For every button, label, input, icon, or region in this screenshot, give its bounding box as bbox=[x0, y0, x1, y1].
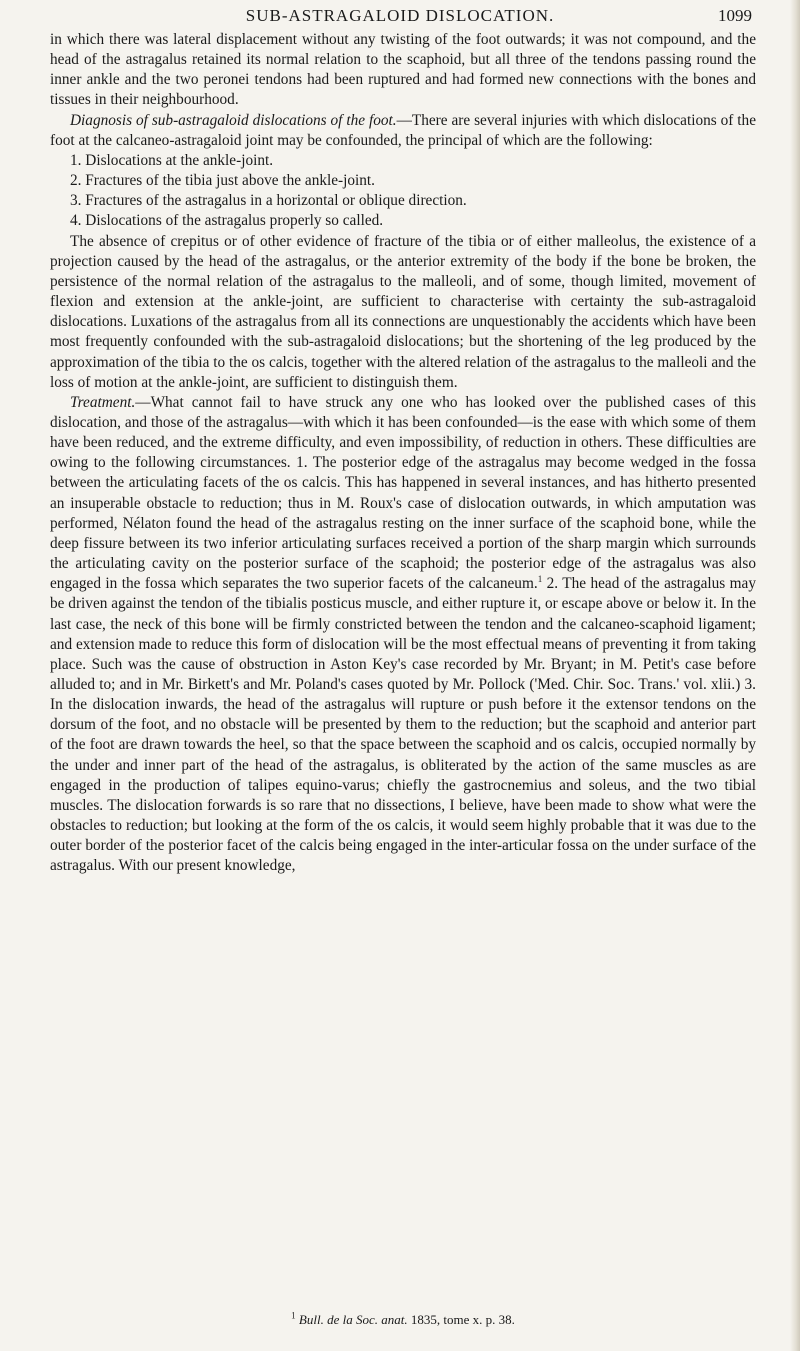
running-head-title: SUB-ASTRAGALOID DISLOCATION. bbox=[245, 6, 555, 25]
page-scan-edge bbox=[790, 0, 800, 1351]
list-item: 2. Fractures of the tibia just above the ankle-joint. bbox=[70, 172, 376, 190]
paragraph-treatment-text-a: —What cannot fail to have struck any one who has looked over the published cases of this dislocation, and those of the astragalus—with which it has been confounded—is the ease with which some of them have been reduced, and the extreme difficulty, and even impossibility, of reduction in others. These difficulties are owing to the following circumstances. 1. The posterior edge of the astragalus may become wedged in the fossa between the articulating facets of the os calcis. This has happened in several instances, and has hitherto presented an insuperable obstacle to reduction; thus in M. Roux's case of dislocation outwards, in which amputation was performed, Nélaton found the head of the astragalus resting on the inner surface of the scaphoid bone, while the deep fissure between its two inferior articulating surfaces received a portion of the sharp margin which surrounds the articulating cavity on the posterior surface of the scaphoid; the posterior edge of the astragalus was also engaged in the fossa which separates the two superior facets of the calcaneum. bbox=[50, 393, 756, 593]
list-item: 4. Dislocations of the astragalus properly so called. bbox=[70, 212, 384, 230]
list-item: 1. Dislocations at the ankle-joint. bbox=[70, 151, 274, 169]
paragraph-diagnosis-text: —There are several injuries with which dislocations of the foot at the calcaneo-astragaloid joint may be confounded, the principal of which are the following: bbox=[50, 111, 756, 149]
footnote-marker: 1 bbox=[291, 1310, 296, 1321]
footnote-source: Bull. de la Soc. anat. bbox=[298, 1312, 408, 1327]
section-heading-diagnosis: Diagnosis of sub-astragaloid dislocations of the foot. bbox=[70, 111, 397, 129]
paragraph-treatment-text-b: 2. The head of the astragalus may be driven against the tendon of the tibialis posticus muscle, and either rupture it, or escape above or below it. In the last case, the neck of this bone will be firmly constricted between the tendon and the calcaneo-scaphoid ligament; and extension made to reduce this form of dislocation will be the most effectual means of preventing it from taking place. Such was the cause of obstruction in Aston Key's case recorded by Mr. Bryant; in M. Petit's case before alluded to; and in Mr. Birkett's and Mr. Poland's cases quoted by Mr. Pollock ('Med. Chir. Soc. Trans.' vol. xlii.) 3. In the dislocation inwards, the head of the astragalus will rupture or push before it the extensor tendons on the dorsum of the foot, and no obstacle will be presented by them to the reduction; but the scaphoid and anterior part of the foot are drawn towards the heel, so that the space between the scaphoid and os calcis, occupied normally by the under and inner part of the head of the astragalus, is obliterated by the action of the same muscles as are engaged in the production of talipes equino-varus; chiefly the gastrocnemius and soleus, and the two tibial muscles. The dislocation forwards is so rare that no dissections, I believe, have been made to show what were the obstacles to reduction; but looking at the form of the os calcis, it would seem highly probable that it was due to the outer border of the posterior facet of the calcis being engaged in the inter-articular fossa on the under surface of the astragalus. With our present knowledge, bbox=[50, 575, 756, 875]
list-item: 3. Fractures of the astragalus in a horizontal or oblique direction. bbox=[70, 192, 467, 210]
footnote-reference: 1 bbox=[537, 574, 543, 585]
footnote bbox=[50, 1312, 756, 1328]
paragraph-diagnosis bbox=[50, 111, 756, 151]
paragraph-continuation: in which there was lateral displacement without any twisting of the foot outwards; it was not compound, and the head of the astragalus retained its normal relation to the scaphoid, but all three of the tendons passing round the inner ankle and the two peronei tendons had been ruptured and had formed new connections with the bones and tissues in their neighbourhood. bbox=[50, 31, 756, 109]
page-number: 1099 bbox=[718, 6, 752, 25]
paragraph-differential: The absence of crepitus or of other evidence of fracture of the tibia or of either malleolus, the existence of a projection caused by the head of the astragalus, or the anterior extremity of the body if the bone be broken, the persistence of the normal relation of the astragalus to the malleoli, and of some, though limited, movement of flexion and extension at the ankle-joint, are sufficient to characterise with certainty the sub-astragaloid dislocations. Luxations of the astragalus from all its connections are unquestionably the accidents which have been most frequently confounded with the sub-astragaloid dislocations; but the shortening of the leg produced by the approximation of the tibia to the os calcis, together with the altered relation of the astragalus to the malleoli and the loss of motion at the ankle-joint, are sufficient to distinguish them. bbox=[50, 232, 756, 391]
paragraph-treatment bbox=[50, 393, 756, 877]
footnote-citation: 1835, tome x. p. 38. bbox=[407, 1312, 515, 1327]
section-heading-treatment: Treatment. bbox=[70, 393, 136, 411]
body-text bbox=[50, 30, 756, 877]
